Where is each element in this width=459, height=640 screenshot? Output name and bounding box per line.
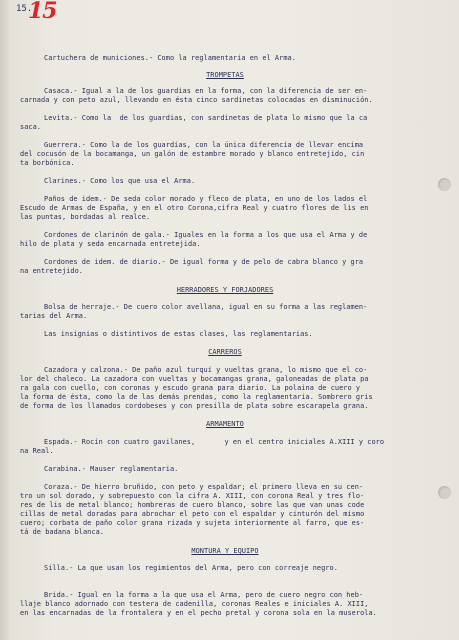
section-heading: ARMAMENTO [206,420,244,428]
text-line: Brida.- Igual en la forma a la que usa el Arma, pero de cuero negro con heb- [44,591,364,599]
text-line: Cazadora y calzona.- De paño azul turquí y vueltas grana, lo mismo que el co- [44,366,368,374]
text-line: Guerrera.- Como la de los guardias, con la única diferencia de llevar encima [44,141,364,149]
page-number-typed: 15. [16,4,33,14]
text-line: Cordones de idem. de diario.- De igual forma y de pelo de cabra blanco y gra [44,258,364,266]
section-heading: TROMPETAS [206,71,244,79]
text-line: na entretejido. [20,267,83,275]
text-line: en las encarnadas de la frontalera y en el pecho pretal y corona sola en la muserola. [20,609,377,617]
text-line: lor del chaleco. La cazadora con vueltas y bocamangas grana, galoneadas de plata pa [20,375,369,383]
text-line: res de lis de metal blanco; hombreras de cuero blanco, sobre las que van unas code [20,501,365,509]
punch-hole [438,178,451,191]
text-line: carnada y con peto azul, llevando en ésta cinco sardinetas colocadas en disminución. [20,96,373,104]
text-line: Cordones de clarinón de gala.- Iguales en la forma a los que usa el Arma y de [44,231,368,239]
text-line: Paños de idem.- De seda color morado y fleco de plata, en uno de los lados el [44,195,368,203]
text-line: ra gala con cuello, con coronas y escudo grana para diario. La polaina de cuero y [20,384,361,392]
text-line: ta borbónica. [20,159,75,167]
text-line: Casaca.- Igual a la de los guardias en la forma, con la diferencia de ser en- [44,87,368,95]
text-line: Coraza.- De hierro bruñido, con peto y espaldar; el primero lleva en su cen- [44,483,364,491]
section-heading: MONTURA Y EQUIPO [191,547,259,555]
text-line: tá de badana blanca. [20,528,104,536]
page-number-handwritten: 15 [28,0,57,24]
text-line: las puntas, bordadas al realce. [20,213,151,221]
text-line: de forma de los llamados cordobeses y con presilla de plata sobre escarapela grana. [20,402,369,410]
text-line: llaje blanco adornado con testera de cadenilla, coronas Reales e iniciales A. XIII, [20,600,369,608]
text-line: Levita.- Como la de los guardias, con sardinetas de plata lo mismo que la ca [44,114,368,122]
page-edge-shadow [0,0,10,640]
text-line: na Real. [20,447,54,455]
text-line: Silla.- La que usan los regimientos del Arma, pero con correaje negro. [44,564,338,572]
text-line: saca. [20,123,41,131]
text-line: del cocusón de la bocamanga, un galón de estambre morado y blanco entretejido, cin [20,150,365,158]
text-line: tarias del Arma. [20,312,88,320]
punch-hole [438,486,451,499]
text-line: Clarines.- Como los que usa el Arma. [44,177,196,185]
section-heading: CARREROS [208,348,242,356]
text-line: Las insignias o distintivos de estas clases, las reglamentarias. [44,330,313,338]
text-line: Bolsa de herraje.- De cuero color avellana, igual en su forma a las reglamen- [44,303,368,311]
section-heading: HERRADORES Y FORJADORES [176,286,274,294]
text-line: Cartuchera de municiones.- Como la reglamentaria en el Arma. [44,54,296,62]
text-line: Espada.- Rocín con cuatro gavilanes, y en el centro iniciales A.XIII y coro [44,438,385,446]
text-line: la forma de ésta, como la de las demás prendas, como la reglamentaria. Sombrero gris [20,393,373,401]
text-line: cillas de metal doradas para abrochar el peto con el espaldar y cinturón del mismo [20,510,365,518]
text-line: Carabina.- Mauser reglamentaria. [44,465,179,473]
text-line: hilo de plata y seda encarnada entretejida. [20,240,201,248]
text-line: tro un sol dorado, y sobrepuesto con la cifra A. XIII, con corona Real y tres flo- [20,492,365,500]
text-line: cuero; corbata de paño color grana rizada y sujeta interiormente al farro, que es- [20,519,365,527]
text-line: Escudo de Armas de España, y en el otro Corona,cifra Real y cuatro flores de lis en [20,204,369,212]
